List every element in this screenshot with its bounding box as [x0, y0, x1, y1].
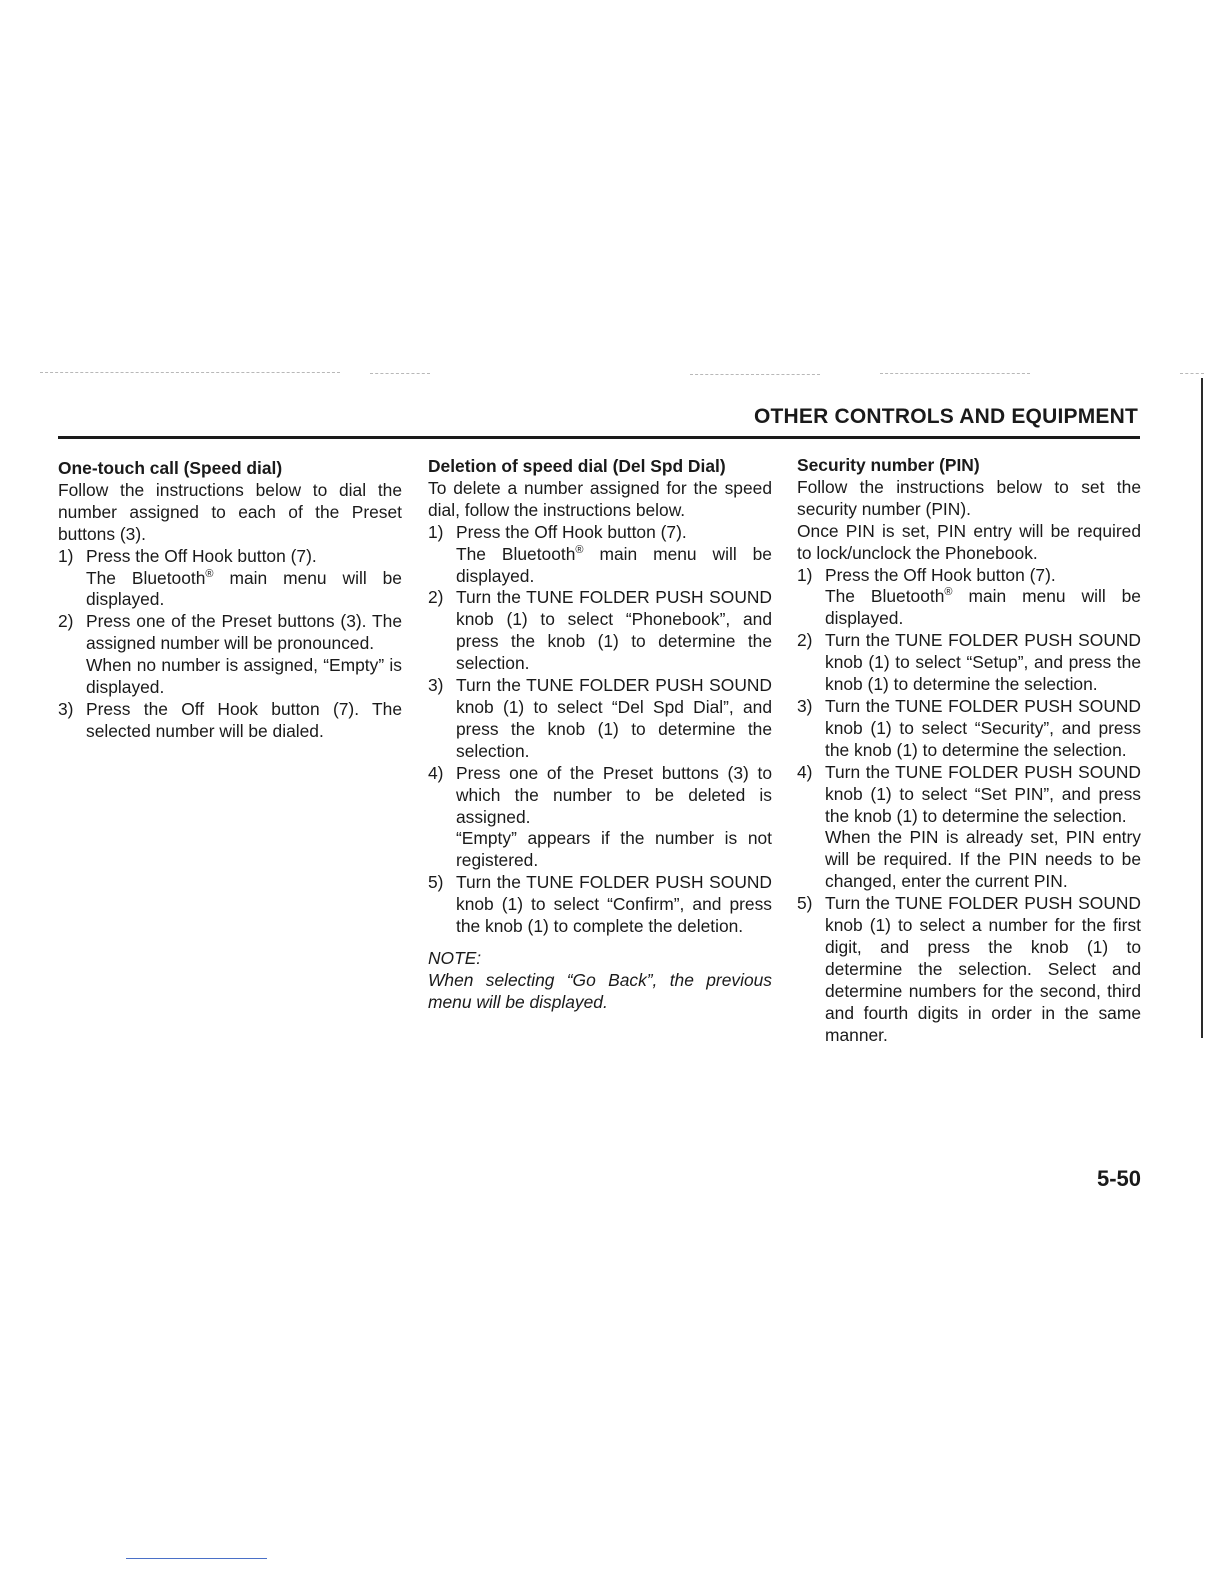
step-text: Press the Off Hook button (7). [825, 564, 1056, 585]
step-number: 5) [797, 893, 813, 914]
step-text: The Bluetooth® main menu will be displayed. [825, 586, 1141, 629]
step-item [428, 763, 772, 873]
step-item [58, 699, 402, 743]
step-item [797, 762, 1141, 893]
intro-paragraph: To delete a number assigned for the speed dial, follow the instructions below. [428, 477, 772, 520]
scan-artifact-line [370, 373, 430, 374]
step-item [428, 587, 772, 675]
step-item [797, 630, 1141, 696]
step-text: Press the Off Hook button (7). [456, 521, 687, 542]
step-text: Turn the TUNE FOLDER PUSH SOUND knob (1) to select “Security”, and press the knob (1) to determine the selection. [825, 695, 1141, 760]
step-item [797, 696, 1141, 762]
step-number: 2) [797, 630, 813, 651]
step-body [825, 762, 1141, 893]
step-body [825, 565, 1141, 631]
step-text: Turn the TUNE FOLDER PUSH SOUND knob (1) to select “Phonebook”, and press the knob (1) to determine the selection. [456, 587, 772, 674]
step-text: Turn the TUNE FOLDER PUSH SOUND knob (1) to select “Set PIN”, and press the knob (1) to determine the selection. [825, 761, 1141, 826]
step-body [825, 696, 1141, 762]
step-item [428, 872, 772, 938]
scan-artifact-line [40, 372, 340, 373]
step-item [58, 546, 402, 612]
page-number: 5-50 [1096, 1166, 1141, 1191]
step-number: 2) [58, 611, 74, 632]
step-text: The Bluetooth® main menu will be displayed. [456, 543, 772, 586]
scan-artifact-line [880, 373, 1030, 374]
header-rule [58, 436, 1140, 439]
step-body [456, 522, 772, 588]
section-heading: Deletion of speed dial (Del Spd Dial) [428, 456, 726, 476]
step-text: Turn the TUNE FOLDER PUSH SOUND knob (1) to select “Setup”, and press the knob (1) to determine the selection. [825, 630, 1141, 695]
step-item [428, 522, 772, 588]
section-heading: One-touch call (Speed dial) [58, 458, 283, 478]
section-heading: Security number (PIN) [797, 455, 980, 475]
bottom-rule [126, 1558, 267, 1559]
intro-paragraph: Once PIN is set, PIN entry will be required to lock/unclock the Phonebook. [797, 520, 1141, 563]
step-item [797, 565, 1141, 631]
step-body [825, 630, 1141, 696]
step-item [58, 611, 402, 699]
step-text: Press one of the Preset buttons (3) to which the number to be deleted is assigned. [456, 762, 772, 827]
step-text: Press one of the Preset buttons (3). The assigned number will be pronounced. [86, 611, 402, 654]
scan-artifact-line [1180, 373, 1204, 374]
step-body [825, 893, 1141, 1046]
note-text: When selecting “Go Back”, the previous menu will be displayed. [428, 969, 772, 1012]
step-number: 1) [428, 521, 444, 542]
step-number: 4) [797, 761, 813, 782]
step-text: “Empty” appears if the number is not registered. [456, 828, 772, 871]
step-text: When the PIN is already set, PIN entry will be required. If the PIN needs to be changed, enter the current PIN. [825, 827, 1141, 892]
step-body [86, 611, 402, 699]
step-text: Press the Off Hook button (7). [86, 545, 317, 566]
intro-paragraph: Follow the instructions below to dial the number assigned to each of the Preset buttons (3). [58, 479, 402, 544]
step-text: When no number is assigned, “Empty” is displayed. [86, 655, 402, 698]
step-number: 3) [428, 675, 444, 696]
column-security-pin [797, 455, 1141, 1046]
step-text: Turn the TUNE FOLDER PUSH SOUND knob (1) to select “Del Spd Dial”, and press the knob (1) to determine the selection. [456, 675, 772, 761]
step-text: The Bluetooth® main menu will be displayed. [86, 567, 402, 610]
step-body [456, 872, 772, 938]
intro-paragraph: Follow the instructions below to set the security number (PIN). [797, 476, 1141, 519]
scan-artifact-line [690, 374, 820, 375]
step-number: 1) [797, 564, 813, 585]
step-body [86, 699, 402, 743]
step-text: Press the Off Hook button (7). The selected number will be dialed. [86, 698, 402, 741]
step-number: 5) [428, 872, 444, 893]
note-label: NOTE: [428, 947, 482, 968]
column-speed-dial [58, 458, 402, 743]
step-number: 3) [797, 695, 813, 716]
step-number: 3) [58, 698, 74, 719]
step-body [86, 546, 402, 612]
step-text: Turn the TUNE FOLDER PUSH SOUND knob (1) to select a number for the first digit, and press the knob (1) to determine the selection. Select and determine numbers for the second, third and fourth digits in order in the same manner. [825, 893, 1141, 1045]
note-block [428, 948, 772, 1014]
step-number: 4) [428, 762, 444, 783]
step-body [456, 587, 772, 675]
step-body [456, 763, 772, 873]
step-body [456, 675, 772, 763]
page-edge-mark [1201, 378, 1203, 1038]
step-number: 2) [428, 587, 444, 608]
step-item [428, 675, 772, 763]
step-item [797, 893, 1141, 1046]
step-text: Turn the TUNE FOLDER PUSH SOUND knob (1) to select “Confirm”, and press the knob (1) to complete the deletion. [456, 872, 772, 937]
column-delete-speed-dial [428, 456, 772, 1014]
section-header-title: OTHER CONTROLS AND EQUIPMENT [754, 405, 1138, 428]
step-number: 1) [58, 545, 74, 566]
